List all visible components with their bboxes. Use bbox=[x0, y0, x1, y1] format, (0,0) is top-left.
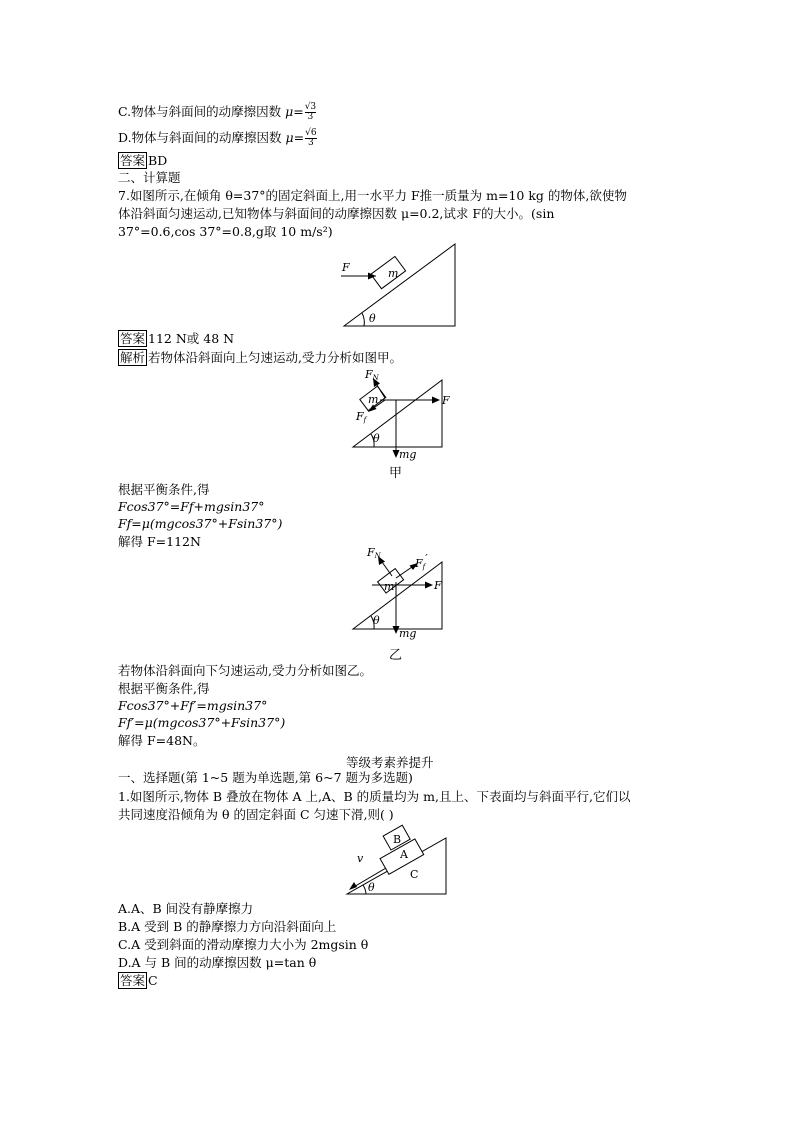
q7-fig-angle-label: θ bbox=[369, 312, 376, 325]
q1-option-c: C.A 受到斜面的滑动摩擦力大小为 2mgsin θ bbox=[118, 937, 369, 952]
level-section-title: 等级考素养提升 bbox=[346, 755, 434, 770]
q7-equation1: Fcos37°=Ff+mgsin37° bbox=[118, 499, 265, 514]
fig-jia-caption: 甲 bbox=[389, 466, 403, 481]
fig-jia-weight-label: mg bbox=[399, 448, 417, 461]
answer-label: 答案 bbox=[120, 153, 146, 168]
fig-jia-normal-label: FN bbox=[365, 368, 379, 382]
q1-fig-incline-c-label: C bbox=[410, 868, 419, 881]
q1-fig-velocity-label: v bbox=[357, 852, 364, 865]
q7-fig-force-label: F bbox=[342, 261, 350, 274]
section-title-calc: 二、计算题 bbox=[118, 170, 181, 185]
q7-stem-line1: 7.如图所示,在倾角 θ=37°的固定斜面上,用一水平力 F推一质量为 m=10 kg 的物体,欲使物 bbox=[118, 188, 627, 203]
option-d-numerator: √6 bbox=[305, 128, 317, 138]
fig-yi-angle-label: θ bbox=[373, 614, 380, 627]
fig-yi-weight-label: mg bbox=[399, 627, 417, 640]
q1-stem-line1: 1.如图所示,物体 B 叠放在物体 A 上,A、B 的质量均为 m,且上、下表面均与斜面平行,它们以 bbox=[118, 789, 631, 804]
q7-fig-mass-label: m bbox=[388, 267, 399, 280]
answer-label: 答案 bbox=[120, 331, 146, 346]
fig-yi-force-label: F bbox=[434, 579, 442, 592]
q7-analysis2: 若物体沿斜面向下匀速运动,受力分析如图乙。 bbox=[118, 663, 372, 678]
option-d-mu: μ= bbox=[285, 130, 305, 145]
fig-yi-normal-label: FN bbox=[367, 546, 381, 560]
q7-equation4: Ff′=μ(mgcos37°+Fsin37°) bbox=[118, 715, 286, 730]
answer-value: BD bbox=[148, 153, 168, 168]
q7-condition1: 根据平衡条件,得 bbox=[118, 482, 210, 497]
answer-value: C bbox=[148, 973, 158, 988]
section-title-choice: 一、选择题(第 1~5 题为单选题,第 6~7 题为多选题) bbox=[118, 770, 413, 785]
q1-answer bbox=[118, 973, 158, 989]
option-c-mu: μ= bbox=[285, 104, 304, 119]
option-c-denominator: 3 bbox=[307, 112, 314, 122]
q7-equation3: Fcos37°+Ff′=mgsin37° bbox=[118, 698, 268, 713]
q1-option-d: D.A 与 B 间的动摩擦因数 μ=tan θ bbox=[118, 955, 317, 970]
q7-equation2: Ff=μ(mgcos37°+Fsin37°) bbox=[118, 516, 283, 531]
q1-stem-line2: 共同速度沿倾角为 θ 的固定斜面 C 匀速下滑,则( ) bbox=[118, 807, 394, 822]
fig-yi-friction-label: Ff′ bbox=[415, 552, 428, 571]
answer-label: 答案 bbox=[120, 973, 146, 988]
q7-solution1: 解得 F=112N bbox=[118, 534, 201, 549]
q1-option-b: B.A 受到 B 的静摩擦力方向沿斜面向上 bbox=[118, 919, 337, 934]
option-c-numerator: √3 bbox=[304, 102, 317, 112]
q1-option-a: A.A、B 间没有静摩擦力 bbox=[118, 901, 254, 916]
fig-jia-friction-label: Ff bbox=[356, 410, 367, 424]
analysis-text: 若物体沿斜面向上匀速运动,受力分析如图甲。 bbox=[148, 350, 402, 365]
q7-stem-line3: 37°=0.6,cos 37°=0.8,g取 10 m/s²) bbox=[118, 224, 333, 239]
q1-fig-block-b-label: B bbox=[393, 833, 402, 846]
q1-fig-angle-label: θ bbox=[368, 881, 375, 894]
option-d-text: D.物体与斜面间的动摩擦因数 bbox=[118, 130, 282, 145]
fig-jia-mass-label: m bbox=[368, 393, 379, 406]
fig-yi-caption: 乙 bbox=[389, 648, 403, 663]
answer-value: 112 N或 48 N bbox=[148, 331, 235, 346]
q7-solution2: 解得 F=48N。 bbox=[118, 733, 206, 748]
option-d-denominator: 3 bbox=[308, 138, 314, 148]
fig-yi-mass-label: m bbox=[384, 580, 395, 593]
q1-fig-block-a-label: A bbox=[400, 848, 408, 861]
option-c-text: C.物体与斜面间的动摩擦因数 bbox=[118, 104, 282, 119]
analysis-label: 解析 bbox=[120, 350, 146, 365]
q7-condition2: 根据平衡条件,得 bbox=[118, 681, 210, 696]
fig-jia-force-label: F bbox=[442, 394, 450, 407]
q7-stem-line2: 体沿斜面匀速运动,已知物体与斜面间的动摩擦因数 μ=0.2,试求 F的大小。(sin bbox=[118, 206, 555, 221]
fig-jia-angle-label: θ bbox=[373, 432, 380, 445]
